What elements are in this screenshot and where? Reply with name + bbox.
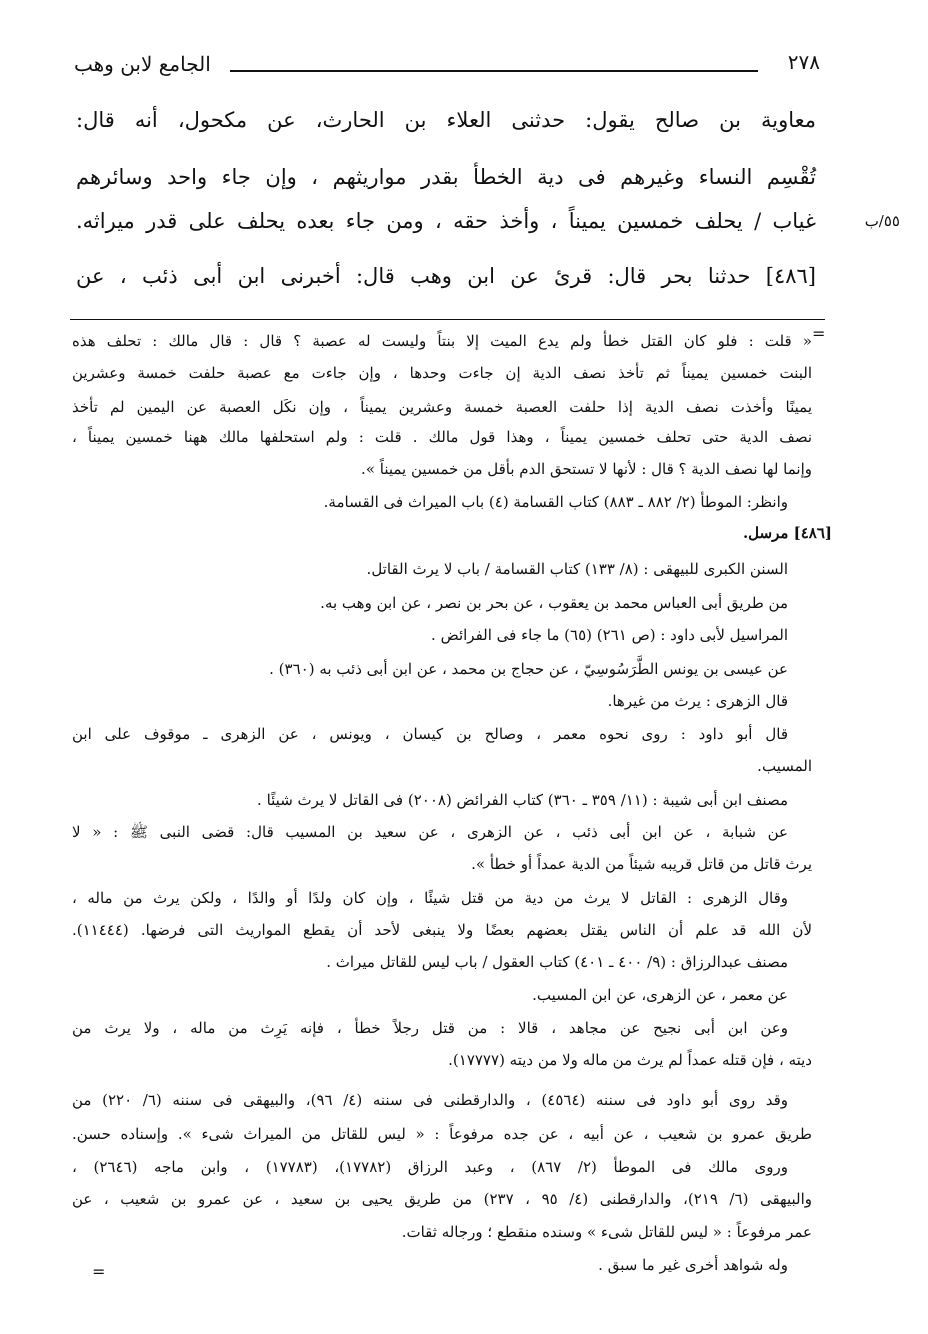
end-mark: = <box>92 1262 106 1281</box>
footnote-line: يمينًا وأخذت نصف الدية إذا حلفت العصبة خمسة وعشرين يميناً ، وإن نكَل العصبة عن اليمين لم تأخذ <box>72 398 812 416</box>
margin-note: ٥٥/ب <box>864 212 900 230</box>
footnote-line: مصنف ابن أبى شيبة : (١١/ ٣٥٩ ـ ٣٦٠) كتاب الفرائض (٢٠٠٨) فى القاتل لا يرث شيئًا . <box>257 791 788 809</box>
footnote-line: « قلت : فلو كان القتل خطأ ولم يدع الميت إلا بنتاً وليست له عصبة ؟ قال : قال مالك : تحلف هذه <box>72 332 812 350</box>
main-line-1: معاوية بن صالح يقول: حدثنى العلاء بن الحارث، عن مكحول، أنه قال: <box>76 108 816 132</box>
footnote-line: عمر مرفوعاً : « ليس للقاتل شىء » وسنده منقطع ؛ ورجاله ثقات. <box>401 1223 812 1241</box>
book-title: الجامع لابن وهب <box>74 52 211 76</box>
footnote-line: وله شواهد أخرى غير ما سبق . <box>598 1256 788 1274</box>
footnote-line: وروى مالك فى الموطأ (٢/ ٨٦٧) ، وعبد الرزاق (١٧٧٨٢)، (١٧٧٨٣) ، وابن ماجه (٢٦٤٦) ، <box>72 1158 788 1176</box>
footnote-line: مصنف عبدالرزاق : (٩/ ٤٠٠ ـ ٤٠١) كتاب العقول / باب ليس للقاتل ميراث . <box>326 953 788 971</box>
footnote-line: السنن الكبرى للبيهقى : (٨/ ١٣٣) كتاب القسامة / باب لا يرث القاتل. <box>366 560 788 578</box>
footnote-line: يرث قاتل من قاتل قريبه شيئاً من الدية عمداً أو خطأ ». <box>471 855 812 873</box>
footnote-line: المسيب. <box>757 757 812 775</box>
footnote-line: وإنما لها نصف الدية ؟ قال : لأنها لا تستحق الدم بأقل من خمسين يميناً ». <box>361 460 812 478</box>
main-line-4: [٤٨٦] حدثنا بحر قال: قرئ عن ابن وهب قال: أخبرنى ابن أبى ذئب ، عن <box>76 264 816 288</box>
footnote-line: عن شبابة ، عن ابن أبى ذئب ، عن الزهرى ، عن سعيد بن المسيب قال: قضى النبى ﷺ : « لا <box>72 823 788 841</box>
footnote-line: نصف الدية حتى تحلف خمسين يميناً ، وهذا قول مالك . قلت : ولم استحلفها مالك ههنا خمسين يميناً ، <box>72 428 812 446</box>
footnote-line: من طريق أبى العباس محمد بن يعقوب ، عن بحر بن نصر ، عن ابن وهب به. <box>320 594 788 612</box>
footnote-line: ديته ، فإن قتله عمداً لم يرث من ماله ولا من ديته (١٧٧٧٧). <box>448 1051 812 1069</box>
main-line-3: غياب / يحلف خمسين يميناً ، وأخذ حقه ، ومن جاء بعده يحلف على قدر ميراثه. <box>76 209 816 233</box>
footnote-line: البنت خمسين يميناً ثم تأخذ نصف الدية إن جاءت وحدها ، وإن جاءت مع عصبة حلفت خمسة وعشرين <box>72 364 812 382</box>
footnote-line: قال الزهرى : يرث من غيرها. <box>607 692 788 710</box>
page-number: ٢٧٨ <box>787 50 820 74</box>
footnote-line: عن معمر ، عن الزهرى، عن ابن المسيب. <box>532 986 788 1004</box>
footnote-line: طريق عمرو بن شعيب ، عن أبيه ، عن جده مرفوعاً : « ليس للقاتل من الميراث شىء ». وإسناده حسن. <box>72 1125 812 1143</box>
footnote-line: والبيهقى (٦/ ٢١٩)، والدارقطنى (٤/ ٩٥ ، ٢٣٧) من طريق يحيى بن سعيد ، عن عمرو بن شعيب ، عن <box>72 1190 812 1208</box>
footnote-line: عن عيسى بن يونس الطَّرَسُوسِيّ ، عن حجاج بن محمد ، عن ابن أبى ذئب به (٣٦٠) . <box>269 660 788 678</box>
header-rule <box>230 70 758 72</box>
continuation-mark: = <box>812 324 826 343</box>
footnote-line: وعن ابن أبى نجيح عن مجاهد ، قالا : من قتل رجلاً خطأ ، فإنه يَرِث من ماله ، ولا يرث من <box>72 1019 788 1037</box>
main-line-2: تُقْسِم النساء وغيرهم فى دية الخطأ بقدر مواريثهم ، وإن جاء واحد وسائرهم <box>76 165 816 189</box>
footnote-line: وقال الزهرى : القاتل لا يرث من دية من قتل شيئًا ، وإن كان ولدًا أو والدًا ، ولكن يرث من ماله ، <box>72 889 788 907</box>
footnote-separator <box>70 319 825 320</box>
footnote-entry-heading: [٤٨٦] مرسل. <box>742 524 832 542</box>
footnote-line: لأن الله قد علم أن الناس يقتل بعضهم بعضًا ولا ينبغى لأحد أن يقطع المواريث التى فرضها. (١١٤٤٤). <box>72 921 812 939</box>
footnote-line: وانظر: الموطأ (٢/ ٨٨٢ ـ ٨٨٣) كتاب القسامة (٤) باب الميراث فى القسامة. <box>323 493 788 511</box>
footnote-line: قال أبو داود : روى نحوه معمر ، وصالح بن كيسان ، ويونس ، عن الزهرى ـ موقوف على ابن <box>72 725 788 743</box>
footnote-line: وقد روى أبو داود فى سننه (٤٥٦٤) ، والدارقطنى فى سننه (٤/ ٩٦)، والبيهقى فى سننه (٦/ ٢٢٠) من <box>72 1091 788 1109</box>
footnote-line: المراسيل لأبى داود : (ص ٢٦١) (٦٥) ما جاء فى الفرائض . <box>431 626 788 644</box>
